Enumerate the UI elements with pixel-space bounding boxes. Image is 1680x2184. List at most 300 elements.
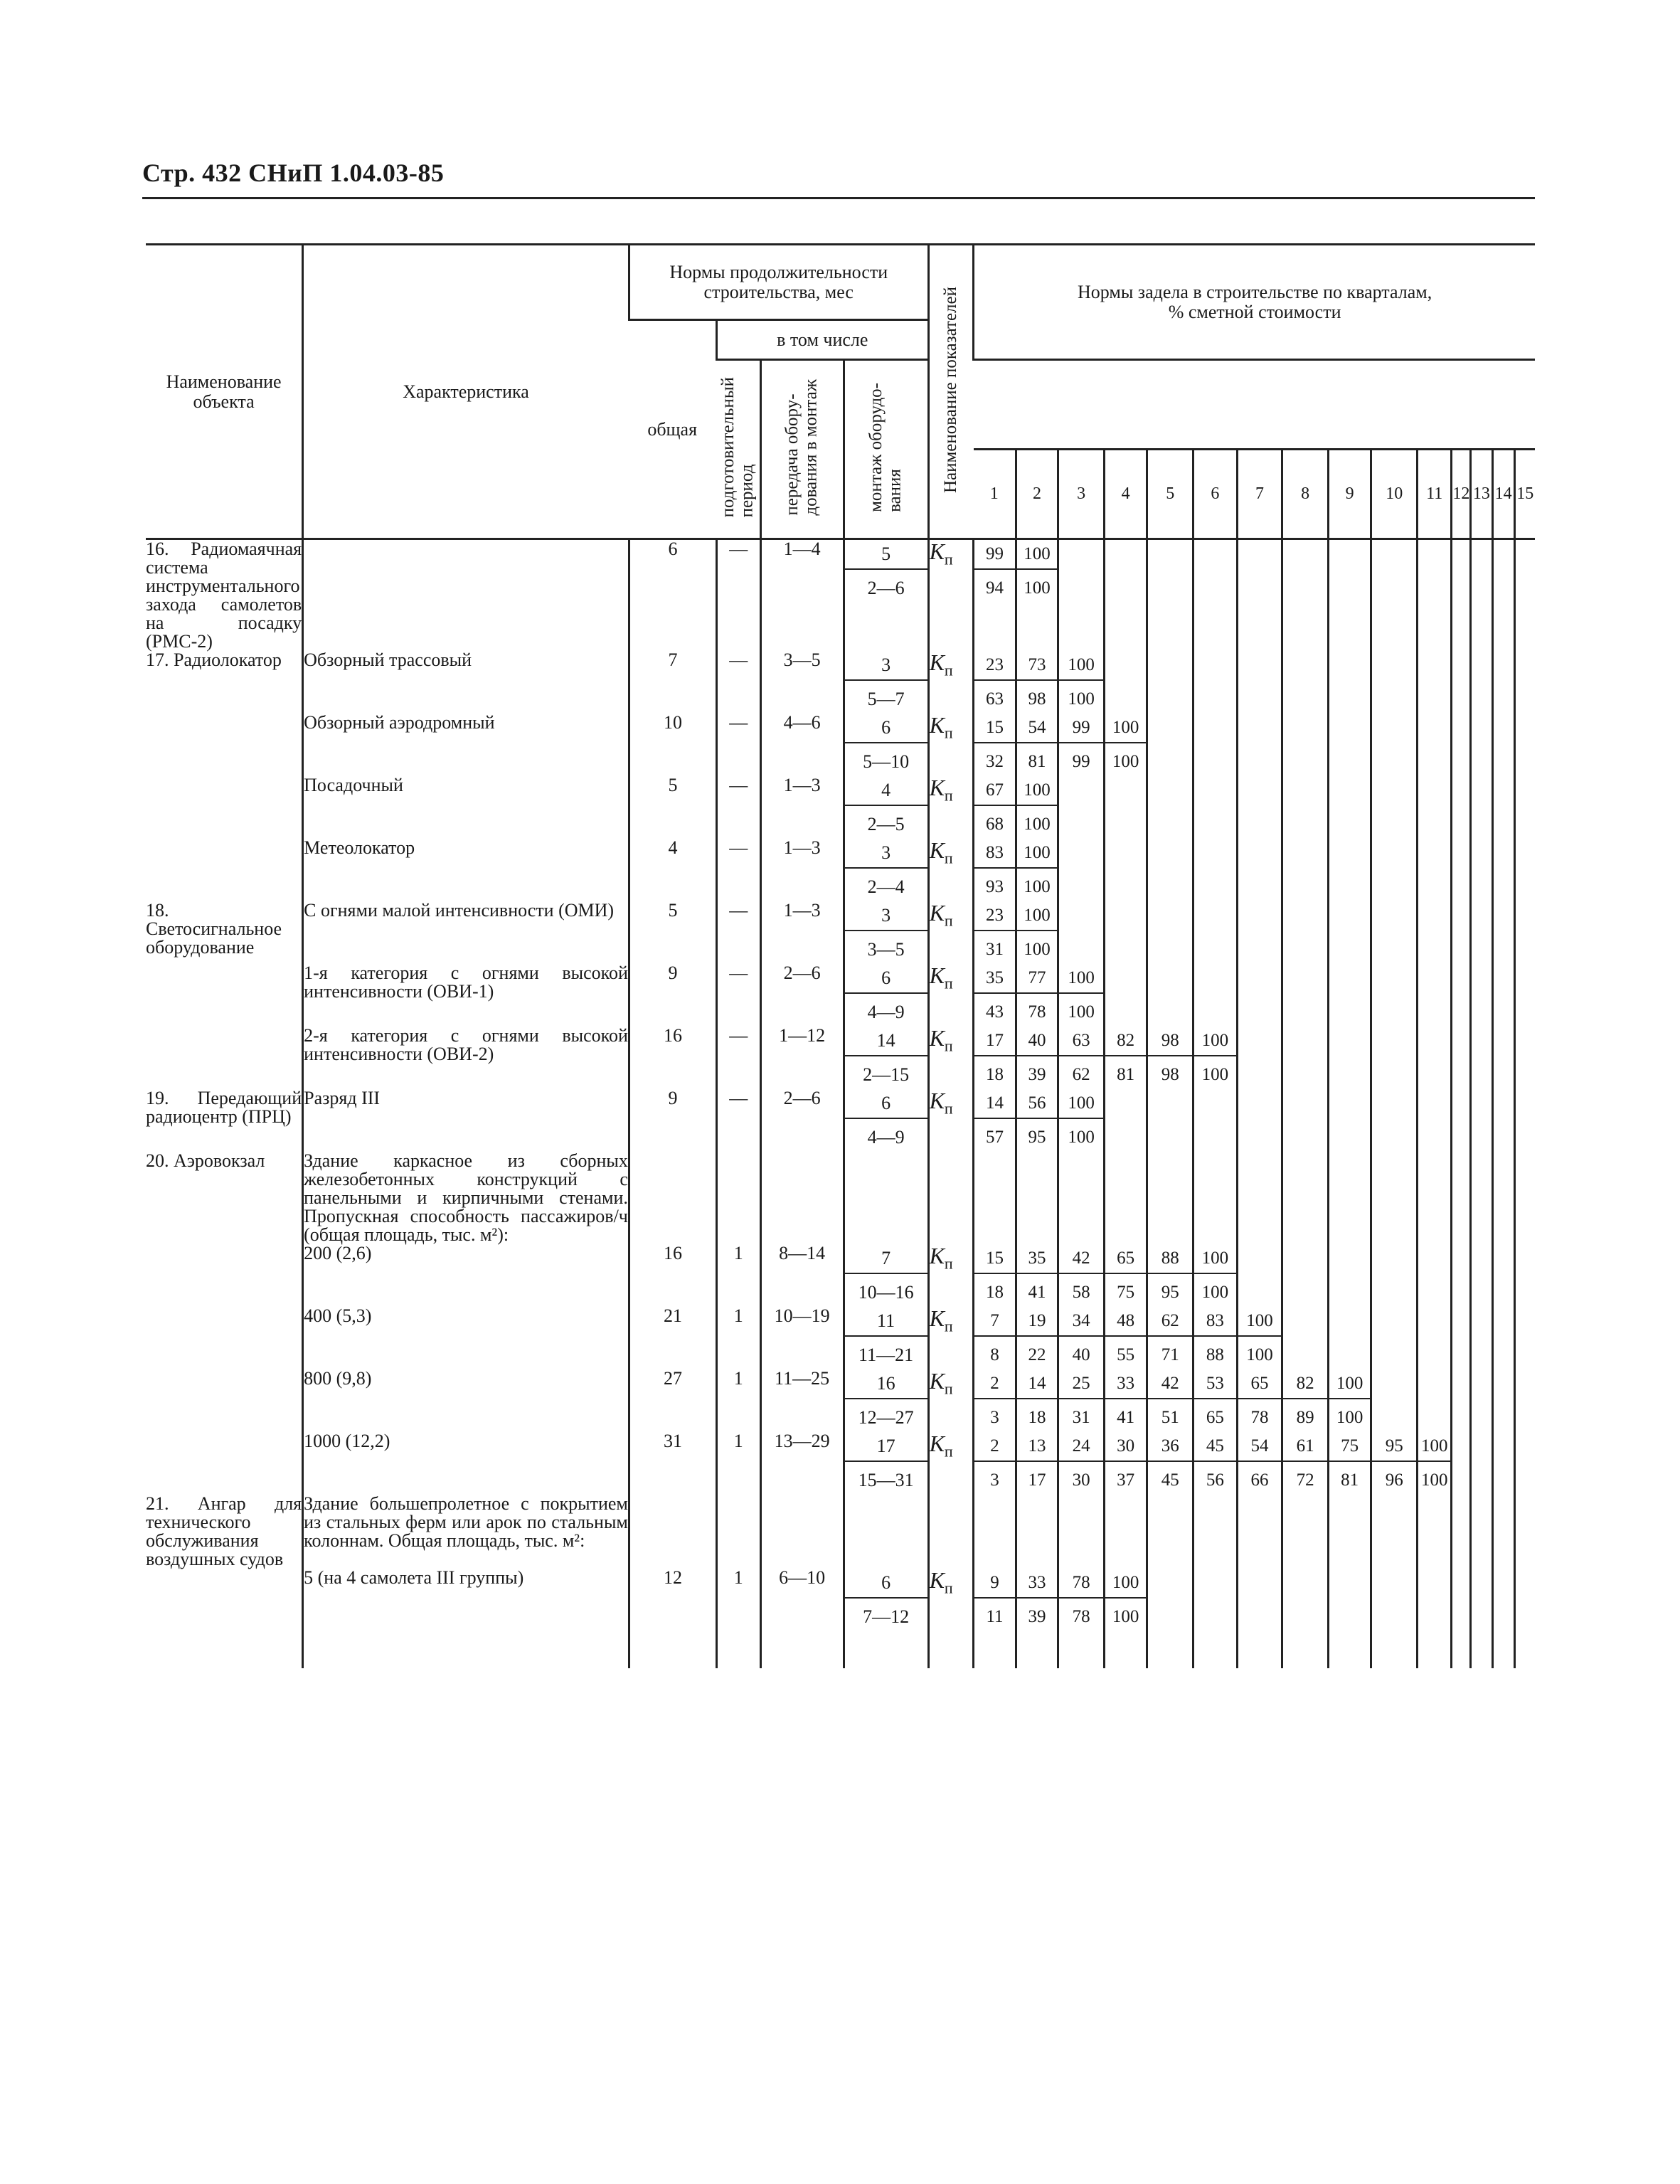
quarter-value-cell xyxy=(1147,1089,1193,1152)
backlog-value-alt: 63 xyxy=(985,689,1004,709)
quarter-value-cell xyxy=(1328,1495,1371,1569)
backlog-value: 15 xyxy=(974,714,1015,743)
indicator-symbol xyxy=(928,1307,974,1369)
quarter-value-cell xyxy=(1371,776,1418,839)
backlog-value: 2 xyxy=(974,1369,1015,1399)
quarter-value-cell xyxy=(1492,714,1514,776)
indicator-subscript: п xyxy=(944,1442,953,1461)
preparatory-period: 1 xyxy=(717,1432,761,1495)
quarter-value-cell xyxy=(1418,901,1452,964)
table-row xyxy=(146,539,1535,652)
quarter-value-cell xyxy=(974,539,1016,652)
backlog-value-alt: 56 xyxy=(1206,1470,1224,1490)
indicator-letter: К xyxy=(929,1088,945,1113)
backlog-value-alt: 32 xyxy=(985,752,1004,771)
backlog-value: 73 xyxy=(1017,651,1058,681)
quarter-value-cell xyxy=(1282,539,1329,652)
installation-period xyxy=(844,714,928,776)
quarter-value-cell xyxy=(1371,1152,1418,1244)
quarter-value-cell xyxy=(1471,714,1493,776)
quarter-value-cell xyxy=(1471,651,1493,714)
quarter-value-cell xyxy=(1237,1495,1282,1569)
quarter-value-cell xyxy=(1193,539,1238,652)
installation-months: 6 xyxy=(845,964,927,994)
quarter-value-cell xyxy=(1452,1369,1471,1432)
quarter-value-cell xyxy=(1282,1089,1329,1152)
object-name: 20. Аэровокзал xyxy=(146,1150,265,1171)
handover-period: 1—3 xyxy=(760,839,844,901)
backlog-value-alt: 78 xyxy=(1072,1607,1090,1626)
installation-months: 5 xyxy=(845,540,927,570)
quarter-value-cell xyxy=(1193,1307,1238,1369)
backlog-value-alt: 81 xyxy=(1028,752,1046,771)
table-row xyxy=(146,714,1535,776)
object-name: 17. Радиолокатор xyxy=(146,650,282,670)
quarter-value-cell xyxy=(1282,839,1329,901)
quarter-value-cell xyxy=(1418,1307,1452,1369)
header-indicator: Наименование показателей xyxy=(928,245,974,539)
backlog-value: 36 xyxy=(1148,1432,1192,1462)
quarter-value-cell xyxy=(1104,714,1147,776)
backlog-value: 100 xyxy=(1418,1432,1450,1462)
object-name: 21. Ангар для технического обслуживания воздушных судов xyxy=(146,1493,302,1569)
indicator-subscript: п xyxy=(944,1037,953,1055)
quarter-value-cell xyxy=(1104,1027,1147,1089)
quarter-value-cell xyxy=(1016,964,1058,1027)
indicator-symbol xyxy=(928,901,974,964)
quarter-value-cell xyxy=(1104,901,1147,964)
header-characteristic: Характеристика xyxy=(303,245,629,539)
backlog-value-alt: 40 xyxy=(1072,1345,1090,1364)
quarter-value-cell xyxy=(1514,776,1535,839)
indicator-symbol xyxy=(928,651,974,714)
quarter-value-cell xyxy=(1452,839,1471,901)
backlog-value-alt: 18 xyxy=(985,1283,1004,1302)
header-backlog: Нормы задела в строительстве по кварталам, % сметной стоимости xyxy=(974,245,1535,360)
quarter-value-cell xyxy=(1016,1244,1058,1307)
quarter-value-cell xyxy=(1237,1152,1282,1244)
quarter-value-cell xyxy=(1371,839,1418,901)
backlog-value-alt: 58 xyxy=(1072,1283,1090,1302)
backlog-value-alt: 66 xyxy=(1250,1470,1269,1490)
quarter-value-cell xyxy=(1328,1089,1371,1152)
quarter-value-cell xyxy=(1371,1495,1418,1569)
duration-total: 7 xyxy=(629,651,716,714)
backlog-value-alt: 18 xyxy=(985,1065,1004,1084)
table-row xyxy=(146,964,1535,1027)
quarter-value-cell xyxy=(1471,839,1493,901)
table-row xyxy=(146,1244,1535,1307)
quarter-value-cell xyxy=(1237,539,1282,652)
quarter-value-cell xyxy=(1147,964,1193,1027)
quarter-value-cell xyxy=(1514,1027,1535,1089)
table-row xyxy=(146,1307,1535,1369)
quarter-value-cell xyxy=(1452,964,1471,1027)
backlog-value: 35 xyxy=(974,964,1015,994)
quarter-value-cell xyxy=(1058,539,1105,652)
quarter-value-cell xyxy=(1492,539,1514,652)
quarter-value-cell xyxy=(1282,651,1329,714)
quarter-value-cell xyxy=(1452,1152,1471,1244)
quarter-value-cell xyxy=(1016,901,1058,964)
backlog-value: 88 xyxy=(1148,1244,1192,1274)
duration-total: 21 xyxy=(629,1307,716,1369)
quarter-value-cell xyxy=(1282,1307,1329,1369)
backlog-value-alt: 81 xyxy=(1117,1065,1135,1084)
quarter-value-cell xyxy=(1452,1027,1471,1089)
quarter-value-cell xyxy=(1058,776,1105,839)
backlog-value-alt: 68 xyxy=(985,815,1004,834)
quarter-value-cell xyxy=(1016,1369,1058,1432)
header-object-name: Наименование объекта xyxy=(146,245,303,539)
indicator-letter: К xyxy=(929,539,945,564)
preparatory-period: — xyxy=(717,1089,761,1152)
quarter-value-cell xyxy=(1371,1089,1418,1152)
backlog-value: 23 xyxy=(974,651,1015,681)
quarter-value-cell xyxy=(1371,901,1418,964)
quarter-value-cell xyxy=(974,1569,1016,1668)
installation-range: 10—16 xyxy=(858,1282,914,1303)
installation-range: 12—27 xyxy=(858,1407,914,1428)
header-rule xyxy=(142,197,1535,199)
table-row xyxy=(146,1089,1535,1152)
installation-months: 3 xyxy=(845,651,927,681)
quarter-value-cell xyxy=(1418,1495,1452,1569)
backlog-value-alt: 18 xyxy=(1028,1408,1046,1427)
quarter-value-cell xyxy=(1282,1152,1329,1244)
quarter-value-cell xyxy=(1058,1152,1105,1244)
quarter-value-cell xyxy=(1452,1495,1471,1569)
handover-period: 2—6 xyxy=(760,964,844,1027)
quarter-value-cell xyxy=(1016,539,1058,652)
indicator-subscript: п xyxy=(944,849,953,867)
quarter-value-cell xyxy=(974,651,1016,714)
object-name xyxy=(146,1369,303,1432)
quarter-value-cell xyxy=(1471,1152,1493,1244)
backlog-value-alt: 11 xyxy=(986,1607,1004,1626)
installation-months: 6 xyxy=(845,714,927,743)
quarter-value-cell xyxy=(1237,964,1282,1027)
handover-period: 13—29 xyxy=(760,1432,844,1495)
backlog-value: 100 xyxy=(1059,651,1103,681)
preparatory-period: 1 xyxy=(717,1244,761,1307)
quarter-value-cell xyxy=(1147,1432,1193,1495)
duration-total: 9 xyxy=(629,1089,716,1152)
indicator-subscript: п xyxy=(944,1099,953,1118)
quarter-value-cell xyxy=(1058,651,1105,714)
backlog-value-alt: 100 xyxy=(1024,877,1051,896)
quarter-value-cell xyxy=(1371,1244,1418,1307)
quarter-value-cell xyxy=(1193,1495,1238,1569)
object-name xyxy=(146,1432,303,1495)
quarter-value-cell xyxy=(1193,651,1238,714)
quarter-value-cell xyxy=(1492,651,1514,714)
backlog-value: 82 xyxy=(1283,1369,1327,1399)
quarter-value-cell xyxy=(1282,776,1329,839)
quarter-value-cell xyxy=(1328,651,1371,714)
indicator-symbol xyxy=(928,539,974,652)
indicator-letter: К xyxy=(929,900,945,926)
backlog-value: 63 xyxy=(1059,1027,1103,1056)
backlog-value: 25 xyxy=(1059,1369,1103,1399)
table-row xyxy=(146,651,1535,714)
quarter-value-cell xyxy=(1193,1569,1238,1668)
quarter-value-cell xyxy=(1371,539,1418,652)
preparatory-period: — xyxy=(717,1027,761,1089)
indicator-subscript: п xyxy=(944,1379,953,1398)
quarter-value-cell xyxy=(1193,1027,1238,1089)
quarter-value-cell xyxy=(1193,714,1238,776)
quarter-value-cell xyxy=(1016,839,1058,901)
table-row xyxy=(146,776,1535,839)
quarter-value-cell xyxy=(1371,651,1418,714)
backlog-value: 83 xyxy=(1194,1307,1236,1337)
quarter-value-cell xyxy=(1147,714,1193,776)
indicator-letter: К xyxy=(929,712,945,738)
quarter-value-cell xyxy=(1452,1569,1471,1668)
quarter-value-cell xyxy=(974,1432,1016,1495)
quarter-value-cell xyxy=(1371,714,1418,776)
quarter-value-cell xyxy=(1016,1152,1058,1244)
quarter-value-cell xyxy=(1147,1307,1193,1369)
installation-range: 5—10 xyxy=(863,751,910,772)
indicator-symbol xyxy=(928,1432,974,1495)
header-duration: Нормы продолжительности строительства, мес xyxy=(629,245,928,320)
duration-total: 9 xyxy=(629,964,716,1027)
installation-period xyxy=(844,651,928,714)
quarter-value-cell xyxy=(1237,1369,1282,1432)
quarter-value-cell xyxy=(1016,1569,1058,1668)
quarter-value-cell xyxy=(1492,1089,1514,1152)
quarter-value-cell xyxy=(974,1495,1016,1569)
quarter-value-cell xyxy=(1104,776,1147,839)
installation-period xyxy=(844,1089,928,1152)
backlog-value: 40 xyxy=(1017,1027,1058,1056)
backlog-value-alt: 99 xyxy=(1072,752,1090,771)
quarter-value-cell xyxy=(1328,1432,1371,1495)
installation-period xyxy=(844,776,928,839)
handover-period: 4—6 xyxy=(760,714,844,776)
quarter-value-cell xyxy=(1418,1244,1452,1307)
quarter-value-cell xyxy=(1514,1569,1535,1668)
table-row xyxy=(146,1369,1535,1432)
installation-period xyxy=(844,1244,928,1307)
quarter-value-cell xyxy=(1193,1244,1238,1307)
quarter-value-cell xyxy=(1471,1307,1493,1369)
backlog-value-alt: 8 xyxy=(990,1345,999,1364)
backlog-value-alt: 78 xyxy=(1250,1408,1269,1427)
backlog-value: 54 xyxy=(1238,1432,1282,1462)
quarter-value-cell xyxy=(1058,1027,1105,1089)
duration-total: 10 xyxy=(629,714,716,776)
quarter-value-cell xyxy=(974,776,1016,839)
preparatory-period: 1 xyxy=(717,1569,761,1668)
backlog-value: 53 xyxy=(1194,1369,1236,1399)
backlog-value-alt: 95 xyxy=(1161,1283,1179,1302)
quarter-value-cell xyxy=(1104,1569,1147,1668)
characteristic: 400 (5,3) xyxy=(303,1307,629,1369)
quarter-value-cell xyxy=(974,1244,1016,1307)
quarter-value-cell xyxy=(1452,1244,1471,1307)
object-name: 18. Светосигнальное оборудование xyxy=(146,900,282,958)
quarter-value-cell xyxy=(1418,1152,1452,1244)
characteristic: С огнями малой интенсивности (ОМИ) xyxy=(303,901,629,964)
backlog-value: 100 xyxy=(1329,1369,1371,1399)
quarter-value-cell xyxy=(1282,901,1329,964)
backlog-value: 42 xyxy=(1059,1244,1103,1274)
quarter-value-cell xyxy=(1471,1495,1493,1569)
backlog-value-alt: 94 xyxy=(985,578,1004,598)
backlog-value-alt: 41 xyxy=(1117,1408,1135,1427)
backlog-value-alt: 30 xyxy=(1072,1470,1090,1490)
backlog-value: 82 xyxy=(1105,1027,1147,1056)
quarter-value-cell xyxy=(1514,539,1535,652)
installation-period xyxy=(844,901,928,964)
characteristic: 1000 (12,2) xyxy=(303,1432,629,1495)
installation-range: 3—5 xyxy=(867,939,905,960)
indicator-letter: К xyxy=(929,1243,945,1268)
indicator-letter: К xyxy=(929,1567,945,1593)
duration-total: 16 xyxy=(629,1027,716,1089)
quarter-header-14: 14 xyxy=(1492,450,1514,539)
duration-total: 4 xyxy=(629,839,716,901)
preparatory-period: — xyxy=(717,651,761,714)
handover-period: 10—19 xyxy=(760,1307,844,1369)
duration-total xyxy=(629,1152,716,1244)
quarter-value-cell xyxy=(1237,839,1282,901)
quarter-value-cell xyxy=(1418,1027,1452,1089)
installation-range: 4—9 xyxy=(867,1127,905,1147)
indicator-symbol xyxy=(928,714,974,776)
backlog-value-alt: 45 xyxy=(1161,1470,1179,1490)
installation-period xyxy=(844,1369,928,1432)
backlog-value-alt: 22 xyxy=(1028,1345,1046,1364)
characteristic xyxy=(303,539,629,652)
quarter-value-cell xyxy=(1016,1027,1058,1089)
quarter-value-cell xyxy=(1328,964,1371,1027)
quarter-value-cell xyxy=(1418,964,1452,1027)
object-name xyxy=(146,714,303,776)
quarter-value-cell xyxy=(1418,1089,1452,1152)
quarter-value-cell xyxy=(1282,1495,1329,1569)
quarter-value-cell xyxy=(1452,1089,1471,1152)
backlog-value: 100 xyxy=(1059,1089,1103,1119)
indicator-subscript: п xyxy=(944,1254,953,1273)
installation-period xyxy=(844,539,928,652)
quarter-value-cell xyxy=(1492,839,1514,901)
indicator-symbol xyxy=(928,964,974,1027)
quarter-value-cell xyxy=(1237,776,1282,839)
quarter-value-cell xyxy=(1514,651,1535,714)
quarter-value-cell xyxy=(1328,901,1371,964)
backlog-value-alt: 100 xyxy=(1068,689,1095,709)
backlog-value-alt: 78 xyxy=(1028,1002,1046,1022)
indicator-symbol xyxy=(928,1495,974,1569)
quarter-header-2: 2 xyxy=(1016,450,1058,539)
indicator-letter: К xyxy=(929,963,945,988)
installation-period xyxy=(844,964,928,1027)
preparatory-period: — xyxy=(717,839,761,901)
backlog-value: 24 xyxy=(1059,1432,1103,1462)
quarter-value-cell xyxy=(1514,839,1535,901)
preparatory-period xyxy=(717,1495,761,1569)
backlog-value: 17 xyxy=(974,1027,1015,1056)
indicator-letter: К xyxy=(929,650,945,675)
quarter-value-cell xyxy=(1058,1244,1105,1307)
quarter-header-1: 1 xyxy=(974,450,1016,539)
quarter-value-cell xyxy=(1147,539,1193,652)
quarter-header-7: 7 xyxy=(1237,450,1282,539)
backlog-value-alt: 100 xyxy=(1024,940,1051,959)
quarter-value-cell xyxy=(1328,776,1371,839)
installation-range: 11—21 xyxy=(858,1345,914,1365)
duration-total: 27 xyxy=(629,1369,716,1432)
header-quarter-spacer xyxy=(974,360,1535,450)
backlog-value: 65 xyxy=(1105,1244,1147,1274)
quarter-value-cell xyxy=(1371,1432,1418,1495)
quarter-value-cell xyxy=(1104,1495,1147,1569)
backlog-value-alt: 100 xyxy=(1112,1607,1139,1626)
indicator-letter: К xyxy=(929,1305,945,1331)
handover-period xyxy=(760,1152,844,1244)
indicator-subscript: п xyxy=(944,911,953,930)
quarter-header-12: 12 xyxy=(1452,450,1471,539)
installation-months: 3 xyxy=(845,901,927,931)
quarter-value-cell xyxy=(1282,1244,1329,1307)
quarter-header-13: 13 xyxy=(1471,450,1493,539)
quarter-value-cell xyxy=(1328,1369,1371,1432)
backlog-value-alt: 100 xyxy=(1024,578,1051,598)
backlog-value: 2 xyxy=(974,1432,1015,1462)
backlog-value-alt: 37 xyxy=(1117,1470,1135,1490)
quarter-value-cell xyxy=(1104,839,1147,901)
preparatory-period: — xyxy=(717,901,761,964)
backlog-value: 100 xyxy=(1059,964,1103,994)
backlog-value-alt: 96 xyxy=(1385,1470,1403,1490)
backlog-value: 95 xyxy=(1372,1432,1416,1462)
backlog-value: 99 xyxy=(974,540,1015,570)
backlog-value: 30 xyxy=(1105,1432,1147,1462)
preparatory-period: — xyxy=(717,964,761,1027)
quarter-value-cell xyxy=(974,901,1016,964)
quarter-value-cell xyxy=(1418,776,1452,839)
quarter-value-cell xyxy=(1328,1152,1371,1244)
handover-period: 1—3 xyxy=(760,901,844,964)
backlog-value-alt: 71 xyxy=(1161,1345,1179,1364)
object-name xyxy=(146,1307,303,1369)
quarter-value-cell xyxy=(1237,714,1282,776)
backlog-value-alt: 39 xyxy=(1028,1065,1046,1084)
quarter-value-cell xyxy=(1371,1307,1418,1369)
installation-months: 16 xyxy=(845,1369,927,1399)
quarter-value-cell xyxy=(1058,1569,1105,1668)
quarter-value-cell xyxy=(1492,1369,1514,1432)
characteristic: Обзорный аэродромный xyxy=(303,714,629,776)
backlog-value-alt: 95 xyxy=(1028,1128,1046,1147)
indicator-subscript: п xyxy=(944,661,953,679)
object-name xyxy=(146,839,303,901)
quarter-header-15: 15 xyxy=(1514,450,1535,539)
quarter-value-cell xyxy=(1282,964,1329,1027)
table-row xyxy=(146,839,1535,901)
installation-period xyxy=(844,839,928,901)
table-row xyxy=(146,1152,1535,1244)
quarter-value-cell xyxy=(1282,1369,1329,1432)
quarter-value-cell xyxy=(1104,539,1147,652)
quarter-value-cell xyxy=(1328,1244,1371,1307)
backlog-value-alt: 98 xyxy=(1028,689,1046,709)
quarter-value-cell xyxy=(1282,1027,1329,1089)
